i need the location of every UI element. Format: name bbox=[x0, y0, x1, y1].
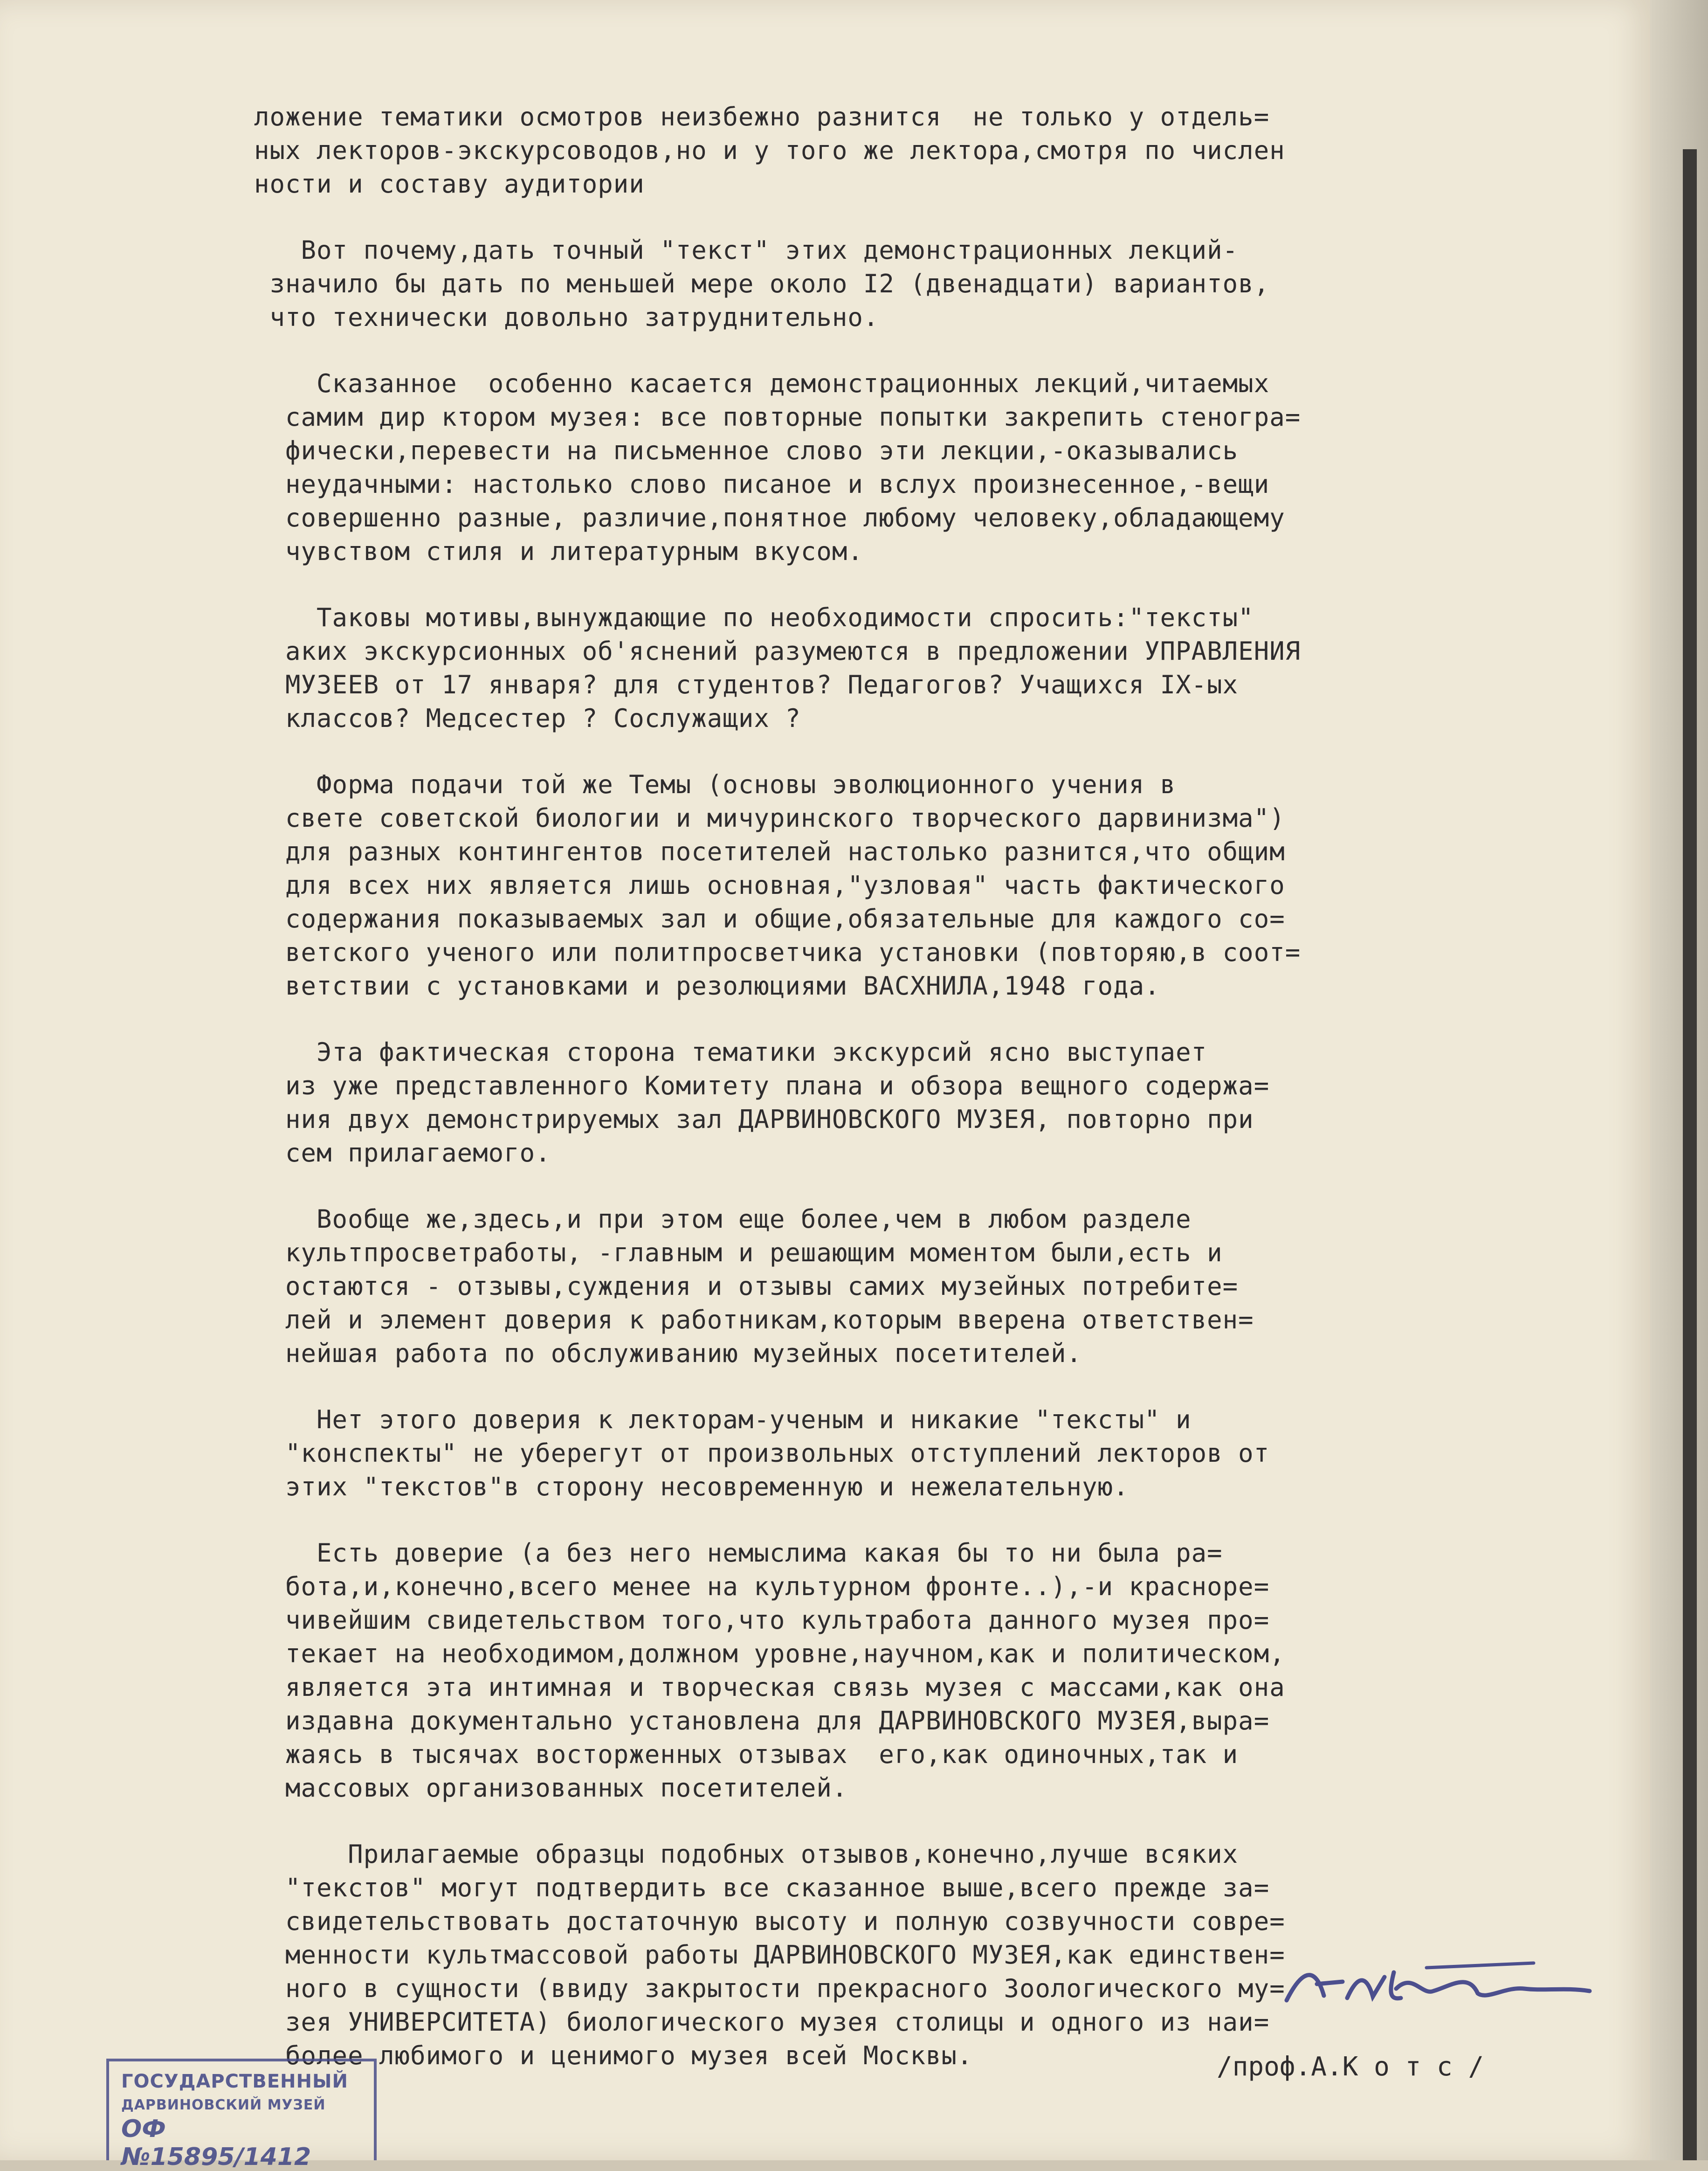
text-line: нейшая работа по обслуживанию музейных посетителей. bbox=[254, 1339, 1082, 1368]
text-line: остаются - отзывы,суждения и отзывы самих музейных потребите= bbox=[254, 1272, 1239, 1301]
text-line: Вот почему,дать точный "текст" этих демонстрационных лекций- bbox=[254, 235, 1239, 265]
text-line: свидетельствовать достаточную высоту и полную созвучности совре= bbox=[254, 1907, 1285, 1936]
text-line: "конспекты" не уберегут от произвольных отступлений лекторов от bbox=[254, 1438, 1270, 1468]
paragraph-8 bbox=[254, 1403, 1634, 1504]
text-line: Прилагаемые образцы подобных отзывов,конечно,лучше всяких bbox=[254, 1839, 1239, 1869]
museum-stamp bbox=[106, 2059, 377, 2171]
text-line: Сказанное особенно касается демонстрационных лекций,читаемых bbox=[254, 369, 1270, 398]
text-line: более любимого и ценимого музея всей Москвы. bbox=[254, 2041, 973, 2070]
text-line: Нет этого доверия к лекторам-ученым и никакие "тексты" и bbox=[254, 1405, 1191, 1434]
text-line: значило бы дать по меньшей мере около I2 (двенадцати) вариантов, bbox=[254, 269, 1270, 298]
text-line: массовых организованных посетителей. bbox=[254, 1773, 848, 1803]
text-line: "текстов" могут подтвердить все сказанное выше,всего прежде за= bbox=[254, 1873, 1270, 1902]
text-line: бота,и,конечно,всего менее на культурном фронте..),-и красноре= bbox=[254, 1572, 1270, 1601]
text-line: лей и элемент доверия к работникам,которым вверена ответствен= bbox=[254, 1305, 1254, 1334]
text-line: ных лекторов-экскурсоводов,но и у того же лектора,смотря по числен bbox=[254, 136, 1285, 165]
text-line: Эта фактическая сторона тематики экскурсий ясно выступает bbox=[254, 1037, 1207, 1067]
text-line: для разных контингентов посетителей настолько разнится,что общим bbox=[254, 837, 1285, 866]
paragraph-2 bbox=[254, 234, 1634, 334]
signer-name: /проф.А.К о т с / bbox=[1217, 2052, 1484, 2082]
stamp-line: ДАРВИНОВСКИЙ МУЗЕЙ bbox=[121, 2097, 326, 2113]
stamp-line: ГОСУДАРСТВЕННЫЙ bbox=[121, 2071, 348, 2092]
text-line: жаясь в тысячах восторженных отзывах его,как одиночных,так и bbox=[254, 1740, 1239, 1769]
paragraph-5 bbox=[254, 768, 1634, 1003]
text-line: является эта интимная и творческая связь музея с массами,как она bbox=[254, 1673, 1285, 1702]
text-line: из уже представленного Комитету плана и обзора вещного содержа= bbox=[254, 1071, 1270, 1100]
text-line: ложение тематики осмотров неизбежно разнится не только у отдель= bbox=[254, 102, 1270, 131]
stamp-inventory-number: ОФ №15895/1412 bbox=[121, 2115, 311, 2171]
binding-edge-line bbox=[1683, 149, 1697, 2160]
text-line: издавна документально установлена для ДАРВИНОВСКОГО МУЗЕЯ,выра= bbox=[254, 1706, 1270, 1735]
paragraph-3 bbox=[254, 367, 1634, 568]
paragraph-1 bbox=[254, 100, 1634, 201]
text-line: свете советской биологии и мичуринского творческого дарвинизма") bbox=[254, 803, 1285, 833]
text-line: этих "текстов"в сторону несовременную и нежелательную. bbox=[254, 1472, 1129, 1501]
text-line: Вообще же,здесь,и при этом еще более,чем в любом разделе bbox=[254, 1204, 1191, 1234]
text-line: что технически довольно затруднительно. bbox=[254, 303, 879, 332]
text-line: ветского ученого или политпросветчика установки (повторяю,в соот= bbox=[254, 938, 1301, 967]
text-line: культпросветработы, -главным и решающим моментом были,есть и bbox=[254, 1238, 1223, 1267]
text-line: ветствии с установками и резолюциями ВАСХНИЛА,1948 года. bbox=[254, 971, 1160, 1001]
paragraph-7 bbox=[254, 1203, 1634, 1370]
text-line: ного в сущности (ввиду закрытости прекрасного Зоологического му= bbox=[254, 1974, 1285, 2003]
text-line: аких экскурсионных об'яснений разумеются в предложении УПРАВЛЕНИЯ bbox=[254, 636, 1301, 666]
text-line: менности культмассовой работы ДАРВИНОВСКОГО МУЗЕЯ,как единствен= bbox=[254, 1940, 1285, 1970]
text-line: неудачными: настолько слово писаное и вслух произнесенное,-вещи bbox=[254, 470, 1270, 499]
text-line: Таковы мотивы,вынуждающие по необходимости спросить:"тексты" bbox=[254, 603, 1254, 632]
text-line: содержания показываемых зал и общие,обязательные для каждого со= bbox=[254, 904, 1285, 933]
paragraph-9 bbox=[254, 1536, 1634, 1805]
text-line: ности и составу аудитории bbox=[254, 169, 645, 199]
text-line: для всех них является лишь основная,"узловая" часть фактического bbox=[254, 871, 1285, 900]
document-body bbox=[254, 100, 1634, 2105]
text-line: чивейшим свидетельством того,что культработа данного музея про= bbox=[254, 1605, 1270, 1635]
text-line: текает на необходимом,должном уровне,научном,как и политическом, bbox=[254, 1639, 1285, 1668]
paragraph-6 bbox=[254, 1036, 1634, 1170]
text-line: Есть доверие (а без него немыслима какая бы то ни была ра= bbox=[254, 1538, 1223, 1568]
text-line: Форма подачи той же Темы (основы эволюционного учения в bbox=[254, 770, 1176, 799]
text-line: фически,перевести на письменное слово эти лекции,-оказывались bbox=[254, 436, 1239, 465]
text-line: зея УНИВЕРСИТЕТА) биологического музея столицы и одного из наи= bbox=[254, 2007, 1270, 2037]
text-line: чувством стиля и литературным вкусом. bbox=[254, 537, 863, 566]
handwritten-signature bbox=[1273, 1944, 1599, 2010]
text-line: совершенно разные, различие,понятное любому человеку,обладающему bbox=[254, 503, 1285, 532]
text-line: классов? Медсестер ? Сослужащих ? bbox=[254, 704, 801, 733]
text-line: МУЗЕЕВ от 17 января? для студентов? Педагогов? Учащихся IХ-ых bbox=[254, 670, 1239, 699]
text-line: ния двух демонстрируемых зал ДАРВИНОВСКОГО МУЗЕЯ, повторно при bbox=[254, 1105, 1254, 1134]
text-line: самим дир ктором музея: все повторные попытки закрепить стеногра= bbox=[254, 402, 1301, 432]
paragraph-4 bbox=[254, 601, 1634, 735]
text-line: сем прилагаемого. bbox=[254, 1138, 551, 1168]
page-edge bbox=[1650, 0, 1708, 2160]
